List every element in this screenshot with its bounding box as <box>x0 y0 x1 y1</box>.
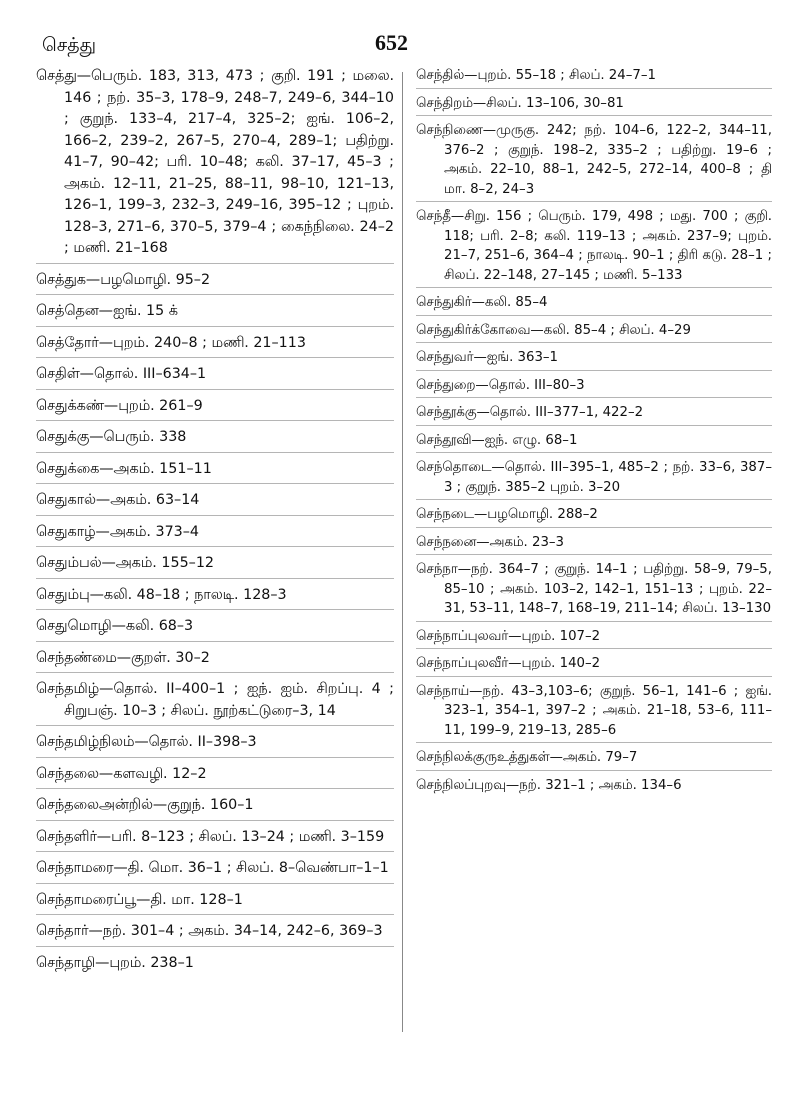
index-entry <box>416 425 772 451</box>
index-entry <box>36 263 394 292</box>
entry-text: செந்நாய்—நற். 43–3,103–6; குறுந். 56–1, 141–6 ; ஐங். 323–1, 354–1, 397–2 ; அகம். 21–18, 53–6, 111–11, 199–9, 219–13, 285–6 <box>416 683 772 738</box>
entry-text: செதுமொழி—கலி. 68–3 <box>36 618 194 634</box>
entry-text: செந்தாமரை—தி. மொ. 36–1 ; சிலப். 8–வெண்பா–1–1 <box>36 860 389 876</box>
entry-text: செந்தலைஅன்றில்—குறுந். 160–1 <box>36 797 254 813</box>
index-entry <box>36 578 394 607</box>
index-entry <box>36 725 394 754</box>
index-entry <box>36 357 394 386</box>
index-entry <box>36 452 394 481</box>
entry-text: செத்து—பெரும். 183, 313, 473 ; குறி. 191 ; மலை. 146 ; நற். 35–3, 178–9, 248–7, 249–6, 344–10 ; குறுந். 133–4, 217–4, 325–2; ஐங். 106–2, 166–2, 239–2, 267–5, 270–4, 289–1; பதிற்று. 41–7, 90–42; பரி. 10–48; கலி. 37–17, 45–3 ; அகம். 12–11, 21–25, 88–11, 98–10, 121–13, 126–1, 199–3, 232–3, 249–16, 395–12 ; புறம். 128–3, 271–6, 370–5, 379–4 ; கைந்நிலை. 24–2 ; மணி. 21–168 <box>36 68 394 256</box>
entry-text: செந்துறை—தொல். III–80–3 <box>416 377 585 393</box>
entry-text: செந்நாப்புலவீர்—புறம். 140–2 <box>416 656 601 671</box>
index-entry <box>36 788 394 817</box>
column-divider <box>402 72 403 1032</box>
index-entry <box>416 770 772 796</box>
index-entry <box>416 201 772 285</box>
entry-text: செந்தாமரைப்பூ—தி. மா. 128–1 <box>36 891 243 908</box>
index-entry <box>36 641 394 670</box>
index-entry <box>36 515 394 544</box>
entry-text: செந்தீ—சிறு. 156 ; பெரும். 179, 498 ; மது. 700 ; குறி. 118; பரி. 2–8; கலி. 119–13 ; அகம். 237–9; புறம். 21–7, 251–6, 364–4 ; நாலடி. 90–1 ; திரி கடு. 28–1 ; சிலப். 22–148, 27–145 ; மணி. 5–133 <box>416 209 772 283</box>
entry-text: செதுக்கை—அகம். 151–11 <box>36 460 212 477</box>
index-entry <box>416 621 772 647</box>
entry-text: செந்துகிர்—கலி. 85–4 <box>416 295 548 310</box>
entry-text: செந்நா—நற். 364–7 ; குறுந். 14–1 ; பதிற்று. 58–9, 79–5, 85–10 ; அகம். 103–2, 142–1, 151–13 ; புறம். 22–31, 53–11, 148–7, 168–19, 211–14; சிலப். 13–130 <box>416 562 772 616</box>
index-entry <box>36 420 394 449</box>
entry-text: செந்தமிழ்நிலம்—தொல். II–398–3 <box>36 734 257 750</box>
entry-text: செந்திறம்—சிலப். 13–106, 30–81 <box>416 95 624 111</box>
entry-text: செந்தளிர்—பரி. 8–123 ; சிலப். 13–24 ; மணி. 3–159 <box>36 828 385 845</box>
index-entry <box>36 609 394 638</box>
entry-text: செதும்பு—கலி. 48–18 ; நாலடி. 128–3 <box>36 586 287 603</box>
index-entry <box>416 499 772 525</box>
page-number: 652 <box>375 30 408 55</box>
index-entry <box>36 914 394 943</box>
index-entry <box>36 294 394 323</box>
index-entry <box>36 883 394 912</box>
entry-text: செந்நாப்புலவர்—புறம். 107–2 <box>416 628 601 644</box>
index-entry <box>36 546 394 575</box>
entry-text: செந்துவர்—ஐங். 363–1 <box>416 350 559 365</box>
entry-text: செந்தூக்கு—தொல். III–377–1, 422–2 <box>416 405 644 420</box>
entry-text: செந்தில்—புறம். 55–18 ; சிலப். 24–7–1 <box>416 68 656 83</box>
entry-text: செதும்பல்—அகம். 155–12 <box>36 555 215 571</box>
index-entry <box>36 66 394 260</box>
entry-text: செதுக்கண்—புறம். 261–9 <box>36 397 203 414</box>
entry-text: செத்துக—பழமொழி. 95–2 <box>36 271 211 288</box>
index-entry <box>416 527 772 553</box>
entry-text: செந்நிலக்குருஉத்துகள்—அகம். 79–7 <box>416 750 638 765</box>
index-entry <box>36 672 394 722</box>
index-entry <box>416 287 772 313</box>
index-entry <box>36 326 394 355</box>
index-entry <box>416 554 772 619</box>
index-entry <box>416 342 772 368</box>
index-entry <box>416 88 772 114</box>
entry-text: செந்நடை—பழமொழி. 288–2 <box>416 507 598 522</box>
index-entry <box>36 483 394 512</box>
entry-text: செதிள்—தொல். III–634–1 <box>36 366 207 382</box>
entry-text: செந்தலை—களவழி. 12–2 <box>36 765 207 782</box>
index-entry <box>416 397 772 423</box>
entry-text: செதுகால்—அகம். 63–14 <box>36 492 200 508</box>
entry-text: செந்துகிர்க்கோவை—கலி. 85–4 ; சிலப். 4–29 <box>416 322 691 338</box>
left-column <box>36 66 394 974</box>
entry-text: செந்தமிழ்—தொல். II–400–1 ; ஐந். ஐம். சிறப்பு. 4 ; சிறுபஞ். 10–3 ; சிலப். நூற்கட்டுரை–3, 14 <box>36 681 394 719</box>
entry-text: செந்தொடை—தொல். III–395–1, 485–2 ; நற். 33–6, 387–3 ; குறுந். 385–2 புறம். 3–20 <box>416 460 772 495</box>
entry-text: செந்தூவி—ஐந். எழு. 68–1 <box>416 432 578 448</box>
entry-text: செந்நிலப்புறவு—நற். 321–1 ; அகம். 134–6 <box>416 777 682 793</box>
index-entry <box>416 370 772 396</box>
index-entry <box>36 820 394 849</box>
index-entry <box>36 757 394 786</box>
index-entry <box>416 742 772 768</box>
index-entry <box>36 389 394 418</box>
entry-text: செந்நனை—அகம். 23–3 <box>416 534 565 550</box>
entry-text: செதுக்கு—பெரும். 338 <box>36 429 187 445</box>
index-entry <box>36 851 394 880</box>
index-entry <box>416 452 772 497</box>
index-entry <box>416 315 772 341</box>
index-entry <box>416 115 772 199</box>
entry-text: செந்தார்—நற். 301–4 ; அகம். 34–14, 242–6, 369–3 <box>36 923 383 939</box>
entry-text: செதுகாழ்—அகம். 373–4 <box>36 523 200 540</box>
entry-text: செத்தென—ஐங். 15 க் <box>36 303 178 319</box>
entry-text: செந்தாழி—புறம். 238–1 <box>36 954 194 971</box>
running-head: செத்து <box>42 34 97 56</box>
index-entry <box>416 66 772 86</box>
index-entry <box>416 648 772 674</box>
right-column <box>416 66 772 795</box>
entry-text: செந்நிணை—முருகு. 242; நற். 104–6, 122–2, 344–11, 376–2 ; குறுந். 198–2, 335–2 ; பதிற்று. 19–6 ; அகம். 22–10, 88–1, 242–5, 272–14, 400–8 ; தி மா. 8–2, 24–3 <box>416 123 772 197</box>
entry-text: செந்தண்மை—குறள். 30–2 <box>36 649 210 666</box>
index-entry <box>36 946 394 975</box>
entry-text: செத்தோர்—புறம். 240–8 ; மணி. 21–113 <box>36 334 306 351</box>
index-entry <box>416 676 772 741</box>
